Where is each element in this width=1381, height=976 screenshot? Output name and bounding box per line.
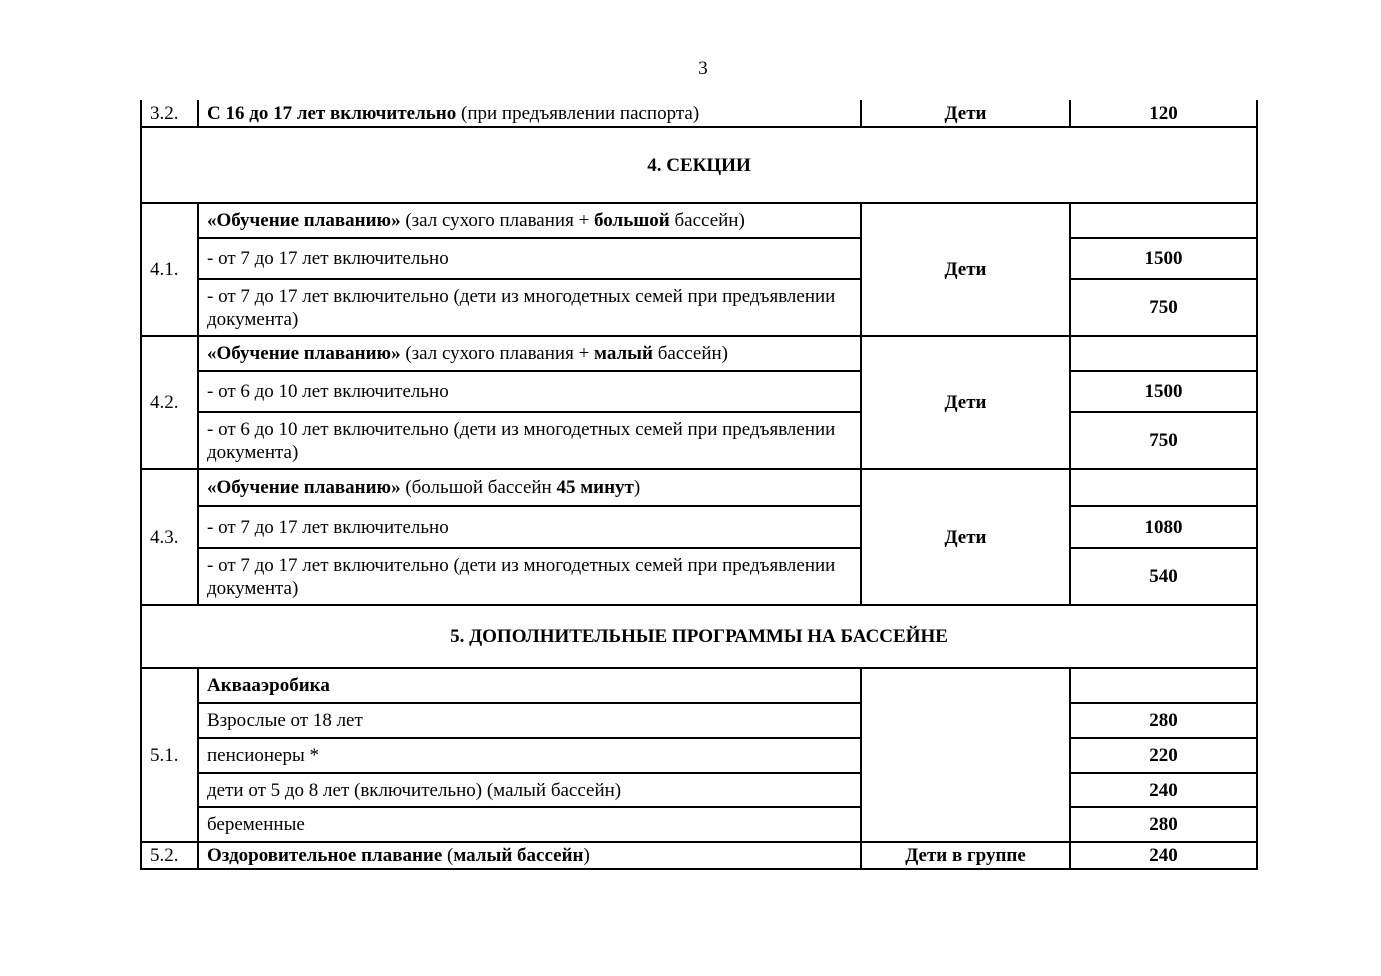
price-cell: 280	[1070, 807, 1257, 842]
category-cell-empty	[861, 668, 1070, 842]
service-name: «Обучение плаванию» (большой бассейн 45 минут)	[198, 469, 861, 506]
service-name: Оздоровительное плавание (малый бассейн)	[198, 842, 861, 869]
row-5-1-header	[141, 668, 1257, 703]
price-cell: 240	[1070, 842, 1257, 869]
service-line: пенсионеры *	[198, 738, 861, 773]
service-name: «Обучение плаванию» (зал сухого плавания + малый бассейн)	[198, 336, 861, 371]
row-4-2-line-1	[141, 371, 1257, 412]
page-number: 3	[698, 58, 708, 79]
service-name: С 16 до 17 лет включительно (при предъявлении паспорта)	[198, 100, 861, 127]
row-4-3-header	[141, 469, 1257, 506]
row-4-2-header	[141, 336, 1257, 371]
section-5-row	[141, 605, 1257, 668]
row-number: 5.1.	[141, 668, 198, 842]
price-cell: 750	[1070, 412, 1257, 469]
service-line: - от 7 до 17 лет включительно	[198, 238, 861, 279]
row-number: 4.1.	[141, 203, 198, 336]
price-cell: 240	[1070, 773, 1257, 807]
row-5-1-line-4	[141, 807, 1257, 842]
category-cell: Дети	[861, 100, 1070, 127]
service-line: дети от 5 до 8 лет (включительно) (малый бассейн)	[198, 773, 861, 807]
price-cell-empty	[1070, 469, 1257, 506]
service-line: - от 6 до 10 лет включительно	[198, 371, 861, 412]
service-name: «Обучение плаванию» (зал сухого плавания + большой бассейн)	[198, 203, 861, 238]
row-3-2	[141, 100, 1257, 127]
row-5-1-line-3	[141, 773, 1257, 807]
price-cell: 1500	[1070, 238, 1257, 279]
row-5-2	[141, 842, 1257, 869]
category-cell: Дети в группе	[861, 842, 1070, 869]
price-cell: 540	[1070, 548, 1257, 605]
row-4-3-line-2	[141, 548, 1257, 605]
row-5-1-line-1	[141, 703, 1257, 738]
row-4-1-header	[141, 203, 1257, 238]
category-cell: Дети	[861, 203, 1070, 336]
price-cell: 120	[1070, 100, 1257, 127]
service-name: Аквааэробика	[198, 668, 861, 703]
price-cell-empty	[1070, 668, 1257, 703]
row-number: 4.3.	[141, 469, 198, 605]
service-line: - от 7 до 17 лет включительно (дети из многодетных семей при предъявлении документа)	[198, 548, 861, 605]
price-table	[140, 100, 1258, 870]
row-number: 4.2.	[141, 336, 198, 469]
service-line: - от 7 до 17 лет включительно	[198, 506, 861, 548]
row-number: 5.2.	[141, 842, 198, 869]
row-4-2-line-2	[141, 412, 1257, 469]
row-5-1-line-2	[141, 738, 1257, 773]
price-cell-empty	[1070, 336, 1257, 371]
price-cell: 280	[1070, 703, 1257, 738]
service-line: беременные	[198, 807, 861, 842]
price-cell-empty	[1070, 203, 1257, 238]
service-line: Взрослые от 18 лет	[198, 703, 861, 738]
category-cell: Дети	[861, 336, 1070, 469]
row-4-3-line-1	[141, 506, 1257, 548]
price-cell: 220	[1070, 738, 1257, 773]
category-cell: Дети	[861, 469, 1070, 605]
row-4-1-line-2	[141, 279, 1257, 336]
price-cell: 1080	[1070, 506, 1257, 548]
row-4-1-line-1	[141, 238, 1257, 279]
price-cell: 750	[1070, 279, 1257, 336]
price-cell: 1500	[1070, 371, 1257, 412]
service-line: - от 6 до 10 лет включительно (дети из многодетных семей при предъявлении документа)	[198, 412, 861, 469]
row-number: 3.2.	[141, 100, 198, 127]
section-4-row	[141, 127, 1257, 203]
section-title: 4. СЕКЦИИ	[141, 127, 1257, 203]
section-title: 5. ДОПОЛНИТЕЛЬНЫЕ ПРОГРАММЫ НА БАССЕЙНЕ	[141, 605, 1257, 668]
service-line: - от 7 до 17 лет включительно (дети из многодетных семей при предъявлении документа)	[198, 279, 861, 336]
